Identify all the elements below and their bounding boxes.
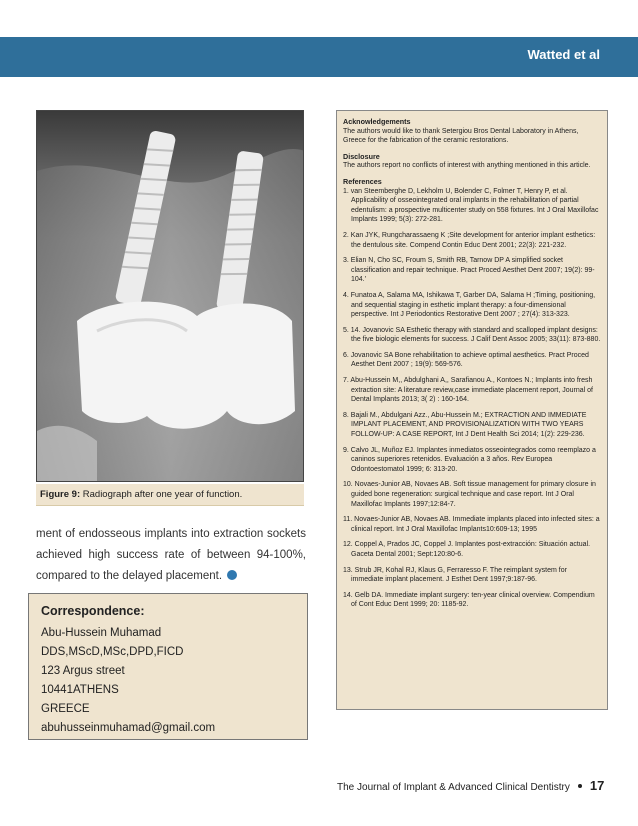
figure-label: Figure 9: [40, 489, 81, 500]
correspondence-box [28, 593, 308, 740]
references-list [343, 187, 601, 610]
reference-item: 8. Bajali M., Abdulgani Azz., Abu-Hussein M.; EXTRACTION AND IMMEDIATE IMPLANT PLACEMENT, AND PROVISIONALIZATION WITH TWO YEARS FOLLOW-UP: A CASE REPORT, Int J Dent Health Sci 2014; 1(2): 229-236. [343, 411, 587, 439]
reference-item: 4. Funatoa A, Salama MA, Ishikawa T, Garber DA, Salama H ;Timing, positioning, and sequential staging in esthetic implant therapy: a four-dimensional perspective. Int J Periodontics Restorative Dent 2007 ; 27(4): 313-323. [343, 291, 596, 319]
correspondence-city: 10441ATHENS [41, 684, 119, 696]
correspondence-degrees: DDS,MScD,MSc,DPD,FICD [41, 646, 184, 658]
reference-item: 7. Abu-Hussein M,, Abdulghani A,, Sarafianou A., Kontoes N.; Implants into fresh extraction site: A literature review,case immediate placement report, Journal of Dental Implants 2013; 3( 2) : 160-164. [343, 377, 594, 404]
acknowledgements-heading: Acknowledgements [343, 117, 411, 126]
disclosure-heading: Disclosure [343, 151, 380, 161]
reference-item: 10. Novaes-Junior AB, Novaes AB. Soft tissue management for primary closure in guided bone regeneration: surgical technique and case report. Int J Oral Maxillofac Implants 1997;12:84-7. [343, 481, 596, 508]
page-footer [337, 778, 604, 793]
reference-item: 13. Strub JR, Kohal RJ, Klaus G, Ferraresso F. The reimplant system for immediate implant placement. J Esthet Dent 1997;9:187-96. [343, 566, 567, 584]
references-panel [336, 110, 608, 710]
correspondence-name: Abu-Hussein Muhamad [41, 627, 162, 639]
bullet-icon [578, 784, 582, 788]
journal-name: The Journal of Implant & Advanced Clinical Dentistry [337, 782, 570, 793]
reference-item: 3. Elian N, Cho SC, Froum S, Smith RB, Tarnow DP A simplified socket classification and repair technique. Pract Proced Aesthet Dent 2007; 19(2): 99-104.' [343, 257, 595, 284]
reference-item: 12. Coppel A, Prados JC, Coppel J. Implantes post-extracción: Situación actual. Gaceta Dental 2001; Sept:120:80-6. [343, 541, 591, 558]
body-paragraph-text: ment of endosseous implants into extraction sockets achieved high success rate of between 94-100%, compared to the delayed placement. [36, 528, 306, 582]
end-mark-icon [227, 570, 237, 580]
acknowledgements-text: The authors would like to thank Setergiou Bros Dental Laboratory in Athens, Greece for the fabrication of the ceramic restorations. [343, 127, 579, 145]
correspondence-email[interactable]: abuhusseinmuhamad@gmail.com [41, 722, 216, 734]
body-paragraph [36, 524, 306, 587]
disclosure-text: The authors report no conflicts of interest with anything mentioned in this article. [343, 162, 591, 170]
correspondence-country: GREECE [41, 703, 90, 715]
reference-item: 1. van Steemberghe D, Lekholm U, Bolender C, Folmer T, Henry P, et al. Applicability of osseointegrated oral implants in the rehabilitation of partial edentulism: a prospective multicenter study on 558 fixtures. Int J Oral Maxillofac Implants 1999; 5(3): 272-281. [343, 187, 599, 224]
reference-item: 11. Novaes-Junior AB, Novaes AB. Immediate implants placed into infected sites: a clinical report. Int J Oral Maxillofac Implants10:609-13; 1995 [343, 516, 600, 533]
header-author: Watted et al [527, 47, 600, 62]
reference-item: 9. Calvo JL, Muñoz EJ. Implantes inmediatos osseointegrados como reemplazo a caninos superiores retenidos. Evaluación a 3 años. Rev Europea Odontoestomatol 1999; 6: 313-20. [343, 446, 596, 473]
radiograph-image [37, 111, 304, 482]
figure-caption-text: Radiograph after one year of function. [82, 489, 243, 500]
page-number: 17 [589, 778, 605, 793]
reference-item: 14. Gelb DA. Immediate implant surgery: ten-year clinical overview. Compendium of Cont Educ Dent 1999; 20: 1185-92. [343, 591, 595, 609]
references-heading: References [343, 176, 382, 186]
radiograph-figure [36, 110, 304, 482]
figure-caption [36, 484, 304, 506]
header-bar [0, 37, 638, 77]
reference-item: 5. 14. Jovanovic SA Esthetic therapy with standard and scalloped implant designs: the five biologic elements for success. J Calif Dent Assoc 2005; 33(11): 873-880. [343, 326, 601, 344]
correspondence-street: 123 Argus street [41, 665, 125, 677]
correspondence-title: Correspondence: [41, 604, 145, 618]
reference-item: 6. Jovanovic SA Bone rehabilitation to achieve optimal aesthetics. Pract Proced Aesthet Dent 2007 ; 19(9): 569-576. [343, 351, 589, 369]
reference-item: 2. Kan JYK, Rungcharassaeng K ;Site development for anterior implant esthetics: the dentulous site. Compend Contin Educ Dent 2001; 22(3): 221-232. [343, 231, 596, 249]
